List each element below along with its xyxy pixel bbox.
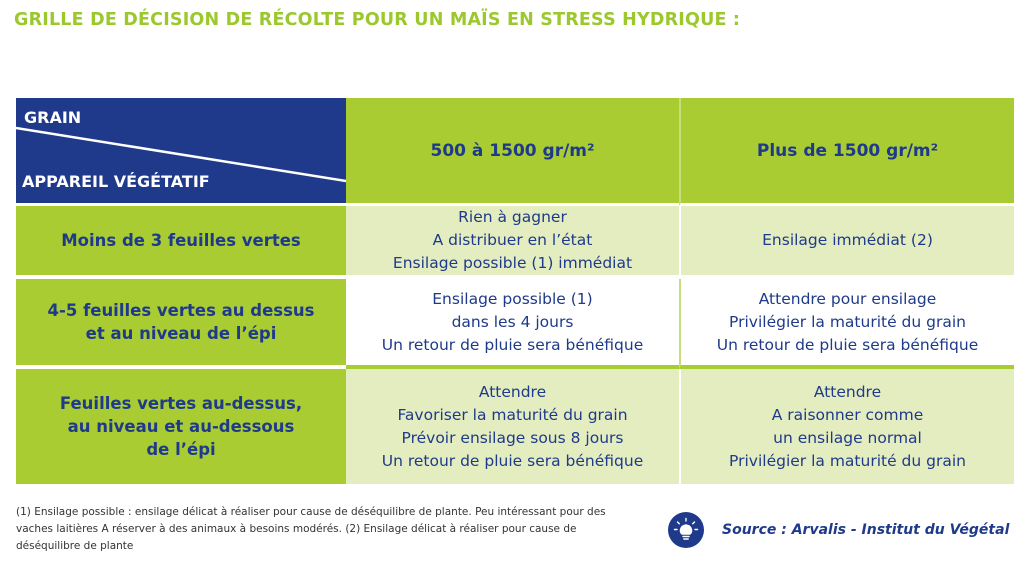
table-cell — [679, 279, 1014, 369]
cell-line: Prévoir ensilage sous 8 jours — [401, 428, 624, 447]
cell-line: Un retour de pluie sera bénéfique — [381, 451, 644, 470]
footnote: (1) Ensilage possible : ensilage délicat à réaliser pour cause de déséquilibre de plante. Peu intéressant pour des vaches laitières A réserver à des animaux à besoins modérés. (2) Ensilage délicat à réaliser pour cause de déséquilibre de plante — [16, 506, 606, 552]
cell-line: Attendre — [478, 382, 547, 401]
row-header-line: 4-5 feuilles vertes au dessus — [47, 301, 315, 320]
cell-line: Ensilage immédiat (2) — [762, 231, 933, 249]
cell-line: Ensilage possible (1) immédiat — [392, 254, 633, 272]
table-cell — [679, 206, 1014, 279]
row-header-line: au niveau et au-dessous — [67, 417, 295, 436]
lightbulb-icon — [668, 512, 704, 548]
cell-line: Privilégier la maturité du grain — [729, 312, 966, 331]
column-header-plus-1500: Plus de 1500 gr/m² — [679, 98, 1014, 206]
row-header-line: et au niveau de l’épi — [85, 324, 277, 343]
cell-line: Favoriser la maturité du grain — [397, 405, 628, 424]
decision-grid — [16, 98, 1014, 488]
row-header-line: Moins de 3 feuilles vertes — [61, 231, 301, 250]
source-text: Source : Arvalis - Institut du Végétal — [722, 522, 1010, 538]
row-header-line: Feuilles vertes au-dessus, — [59, 394, 303, 413]
corner-label-appareil: APPAREIL VÉGÉTATIF — [22, 172, 210, 191]
cell-line: dans les 4 jours — [451, 312, 574, 331]
column-header-500-1500: 500 à 1500 gr/m² — [346, 98, 679, 206]
cell-line: Un retour de pluie sera bénéfique — [716, 335, 979, 354]
table-cell — [346, 279, 679, 369]
cell-line: Attendre — [813, 382, 882, 401]
table-cell — [679, 369, 1014, 488]
cell-line: Attendre pour ensilage — [758, 289, 937, 308]
cell-line: Rien à gagner — [458, 208, 567, 226]
cell-line: Privilégier la maturité du grain — [729, 451, 966, 470]
cell-line: un ensilage normal — [773, 428, 922, 447]
corner-header — [16, 98, 346, 206]
table-cell — [346, 369, 679, 488]
table-cell — [346, 206, 679, 279]
row-header-4-5-feuilles — [16, 279, 346, 369]
cell-line: A distribuer en l’état — [432, 231, 593, 249]
cell-line: Un retour de pluie sera bénéfique — [381, 335, 644, 354]
row-header-feuilles-vertes — [16, 369, 346, 488]
row-header-moins-3-feuilles — [16, 206, 346, 279]
page-title: GRILLE DE DÉCISION DE RÉCOLTE POUR UN MAÏS EN STRESS HYDRIQUE : — [14, 10, 741, 30]
row-header-line: de l’épi — [146, 440, 216, 459]
cell-line: A raisonner comme — [771, 405, 924, 424]
cell-line: Ensilage possible (1) — [432, 289, 593, 308]
source-attribution — [668, 512, 1009, 548]
corner-label-grain: GRAIN — [24, 108, 82, 127]
